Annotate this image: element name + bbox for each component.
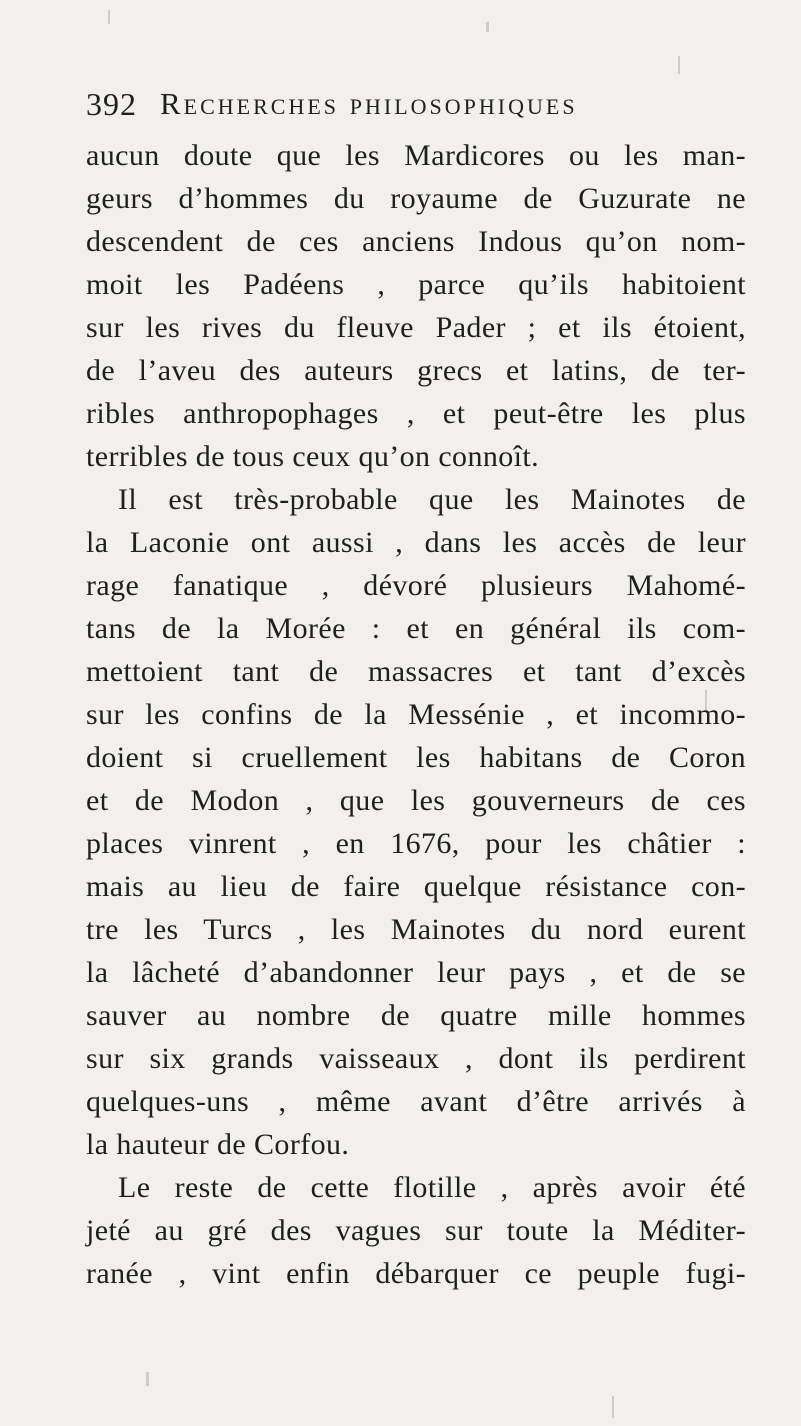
text-line-1: aucun doute que les Mardicores ou les man- (86, 139, 746, 172)
text-line-11: rage fanatique , dévoré plusieurs Mahomé- (86, 569, 746, 602)
paper-speck (108, 10, 110, 24)
text-line-15: doient si cruellement les habitans de Coron (86, 741, 746, 774)
text-line-21: sauver au nombre de quatre mille hommes (86, 999, 746, 1032)
paper-speck (486, 22, 489, 32)
page-number: 392 (86, 86, 137, 122)
text-line-24: la hauteur de Corfou. (86, 1128, 350, 1161)
text-line-12: tans de la Morée : et en général ils com- (86, 612, 746, 645)
text-line-25: Le reste de cette flotille , après avoir été (118, 1171, 746, 1204)
paper-speck (612, 1396, 614, 1418)
text-line-23: quelques-uns , même avant d’être arrivés à (86, 1085, 746, 1118)
text-line-10: la Laconie ont aussi , dans les accès de leur (86, 526, 746, 559)
text-line-18: mais au lieu de faire quelque résistance con- (86, 870, 746, 903)
text-line-22: sur six grands vaisseaux , dont ils perdirent (86, 1042, 746, 1075)
text-line-8: terribles de tous ceux qu’on connoît. (86, 440, 540, 473)
text-line-3: descendent de ces anciens Indous qu’on nom- (86, 225, 746, 258)
text-line-6: de l’aveu des auteurs grecs et latins, de ter- (86, 354, 746, 387)
text-line-26: jeté au gré des vagues sur toute la Méditer- (86, 1214, 746, 1247)
text-line-17: places vinrent , en 1676, pour les châtier : (86, 827, 746, 860)
text-line-4: moit les Padéens , parce qu’ils habitoient (86, 268, 746, 301)
text-line-14: sur les confins de la Messénie , et incommo- (86, 698, 746, 731)
text-line-19: tre les Turcs , les Mainotes du nord eurent (86, 913, 746, 946)
text-line-2: geurs d’hommes du royaume de Guzurate ne (86, 182, 746, 215)
paper-speck (705, 690, 707, 710)
text-line-13: mettoient tant de massacres et tant d’excès (86, 655, 746, 688)
text-line-9: Il est très-probable que les Mainotes de (118, 483, 746, 516)
running-title: Recherches philosophiques (160, 86, 578, 121)
text-line-5: sur les rives du fleuve Pader ; et ils étoient, (86, 311, 746, 344)
running-head (86, 80, 746, 124)
text-body (86, 134, 746, 1295)
paper-speck (678, 56, 680, 74)
text-line-20: la lâcheté d’abandonner leur pays , et de se (86, 956, 746, 989)
text-line-7: ribles anthropophages , et peut-être les plus (86, 397, 746, 430)
text-line-27: ranée , vint enfin débarquer ce peuple fugi- (86, 1257, 746, 1290)
text-line-16: et de Modon , que les gouverneurs de ces (86, 784, 746, 817)
paper-speck (146, 1372, 149, 1386)
